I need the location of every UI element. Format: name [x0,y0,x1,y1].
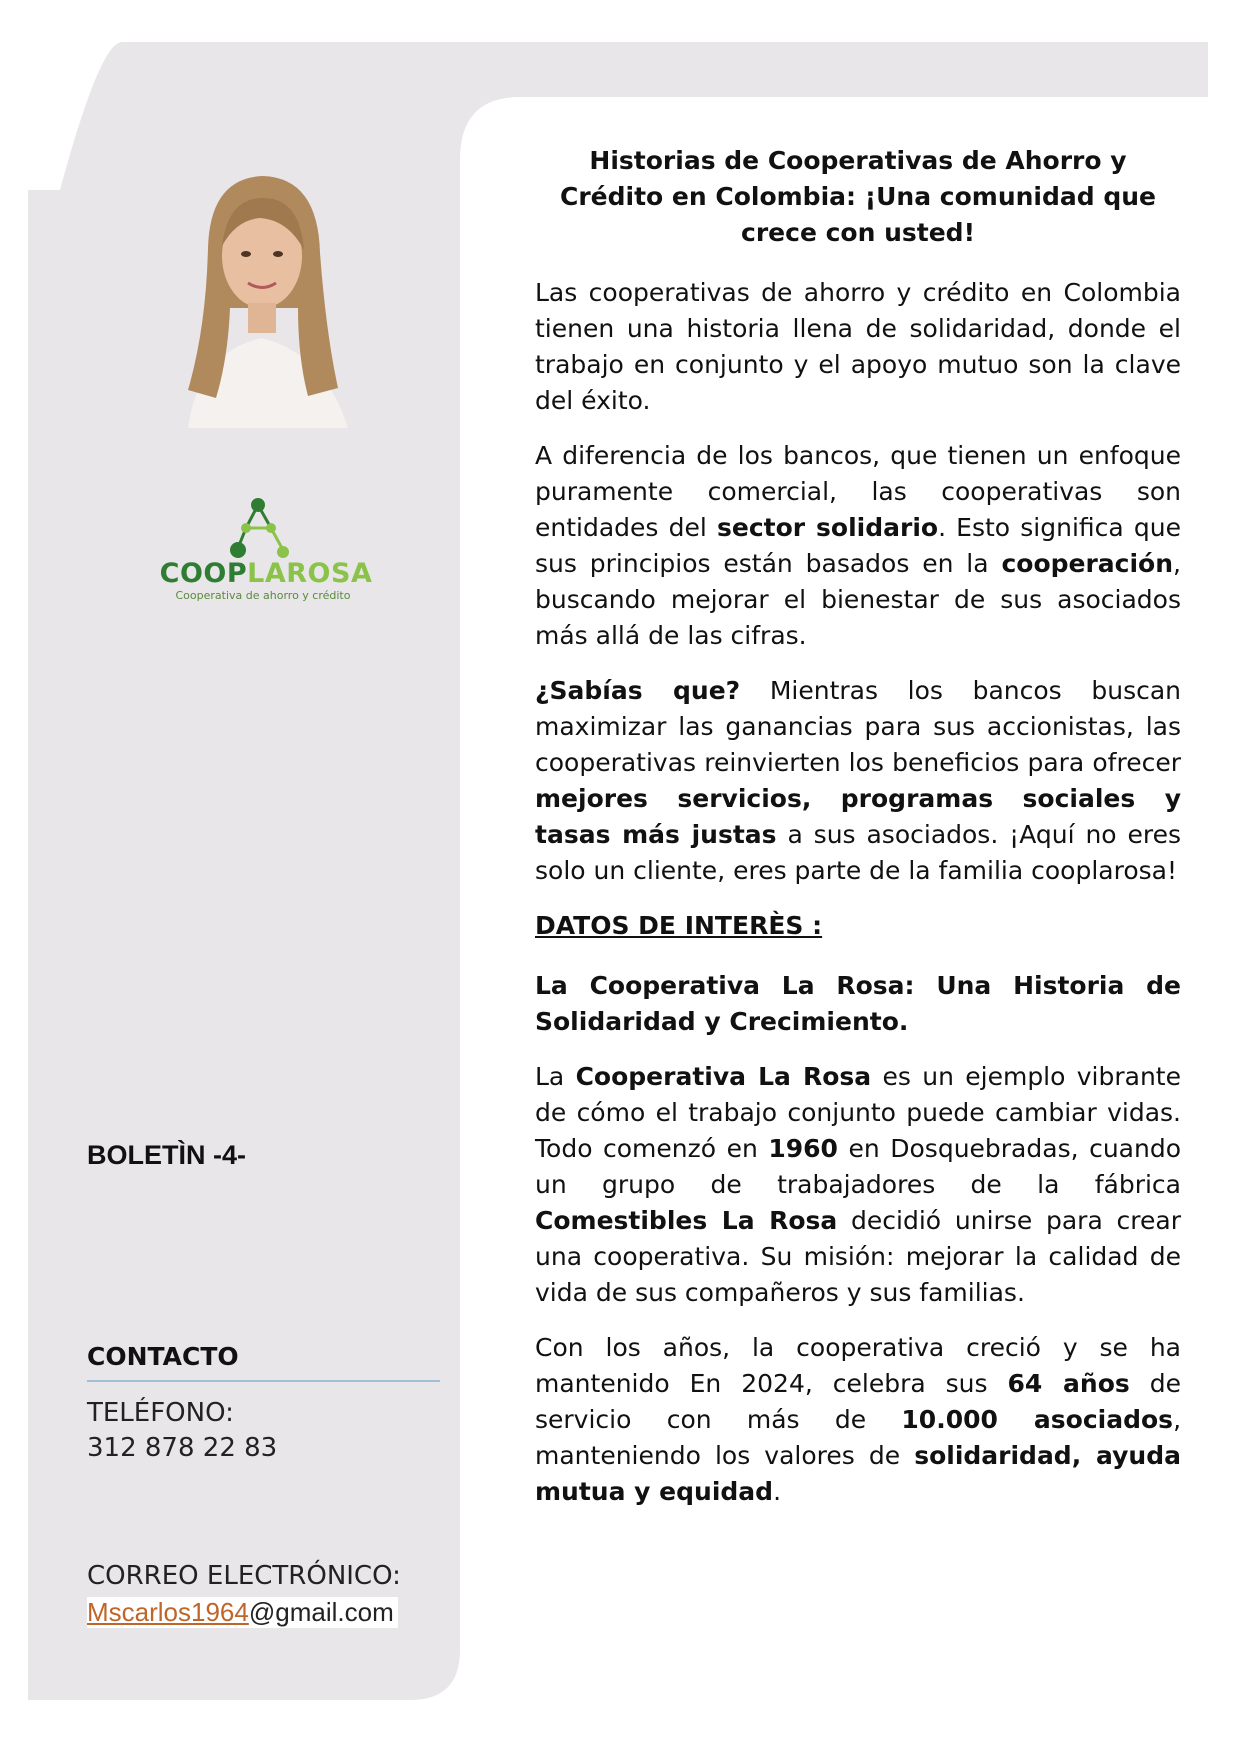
email-label: CORREO ELECTRÓNICO: [87,1561,401,1591]
paragraph-5: Con los años, la cooperativa creció y se ha mantenido En 2024, celebra sus 64 años de servicio con más de 10.000 asociados, manteniendo los valores de solidaridad, ayuda mutua y equidad. [535,1333,1182,1506]
logo-subtitle: Cooperativa de ahorro y crédito [175,589,351,602]
profile-photo [148,158,374,428]
email-address[interactable]: Mscarlos1964@gmail.com [87,1597,398,1628]
article [535,143,1181,1529]
bulletin-number: BOLETÌN -4- [87,1140,246,1170]
paragraph-3: ¿Sabías que? Mientras los bancos buscan maximizar las ganancias para sus accionistas, las cooperativas reinvierten los beneficios para ofrecer mejores servicios, programas sociales y tasas más justas a sus asociados. ¡Aquí no eres solo un cliente, eres parte de la familia cooplarosa! [535,676,1182,885]
email-link[interactable]: Mscarlos1964 [87,1597,249,1627]
phone-label: TELÉFONO: [87,1398,234,1428]
datos-heading: DATOS DE INTERÈS : [535,911,823,940]
logo-wordmark: COOPLAROSA [159,558,373,589]
article-title: Historias de Cooperativas de Ahorro y Crédito en Colombia: ¡Una comunidad que crece con usted! [559,146,1157,247]
cooplarosa-logo [133,492,393,602]
paragraph-2: A diferencia de los bancos, que tienen un enfoque puramente comercial, las cooperativas son entidades del sector solidario. Esto significa que sus principios están basados en la cooperación, buscando mejorar el bienestar de sus asociados más allá de las cifras. [535,441,1181,650]
phone-value: 312 878 22 83 [87,1433,278,1463]
contact-divider [87,1380,440,1382]
contact-heading: CONTACTO [87,1342,239,1371]
section-subtitle: La Cooperativa La Rosa: Una Historia de Solidaridad y Crecimiento. [535,971,1181,1036]
network-logo-icon [133,492,393,562]
paragraph-4: La Cooperativa La Rosa es un ejemplo vibrante de cómo el trabajo conjunto puede cambiar vidas. Todo comenzó en 1960 en Dosquebradas, cuando un grupo de trabajadores de la fábrica Comestibles La Rosa decidió unirse para crear una cooperativa. Su misión: mejorar la calidad de vida de sus compañeros y sus familias. [535,1062,1181,1307]
paragraph-1: Las cooperativas de ahorro y crédito en Colombia tienen una historia llena de solidaridad, donde el trabajo en conjunto y el apoyo mutuo son la clave del éxito. [535,278,1181,415]
